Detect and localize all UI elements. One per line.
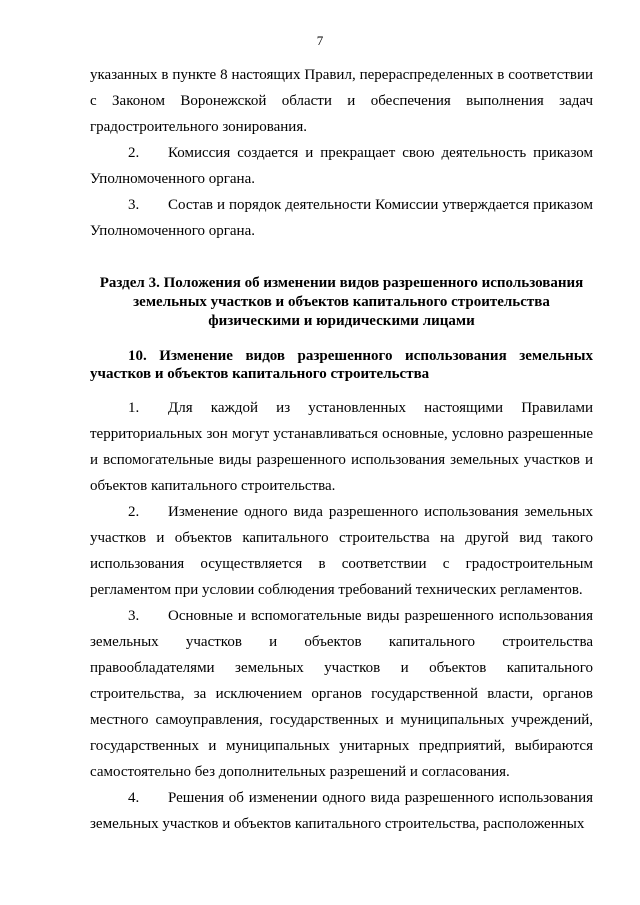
list-item bbox=[90, 192, 593, 244]
item-text: Основные и вспомогательные виды разрешенного использования земельных участков и объектов капитального строительства правообладателями земельных участков и объектов капитального строительства, за исключением органов государственной власти, органов местного самоуправления, государственных и муниципальных учреждений, государственных и муниципальных унитарных предприятий, выбираются самостоятельно без дополнительных разрешений и согласования. bbox=[90, 608, 593, 780]
article-heading: 10. Изменение видов разрешенного использования земельных участков и объектов капитального строительства bbox=[90, 348, 593, 382]
list-item bbox=[90, 603, 593, 785]
list-item bbox=[90, 395, 593, 499]
item-number: 2. bbox=[128, 504, 140, 520]
item-number: 3. bbox=[128, 197, 140, 213]
section-heading-line: земельных участков и объектов капитального строительства bbox=[133, 294, 550, 310]
item-text: Решения об изменении одного вида разрешенного использования земельных участков и объектов капитального строительства, расположенных bbox=[90, 790, 593, 832]
item-text: Для каждой из установленных настоящими Правилами территориальных зон могут устанавливаться основные, условно разрешенные и вспомогательные виды разрешенного использования земельных участков и объектов капитального строительства. bbox=[90, 400, 593, 494]
item-text: Изменение одного вида разрешенного использования земельных участков и объектов капитального строительства на другой вид такого использования осуществляется в соответствии с градостроительным регламентом при условии соблюдения требований технических регламентов. bbox=[90, 504, 593, 598]
top-paragraphs bbox=[90, 62, 593, 244]
item-text: Комиссия создается и прекращает свою деятельность приказом Уполномоченного органа. bbox=[90, 145, 593, 187]
list-item bbox=[90, 785, 593, 837]
section-heading bbox=[90, 274, 593, 331]
continuation-paragraph: указанных в пункте 8 настоящих Правил, перераспределенных в соответствии с Законом Воронежской области и обеспечения выполнения задач градостроительного зонирования. bbox=[90, 67, 593, 135]
list-item bbox=[90, 499, 593, 603]
item-number: 2. bbox=[128, 145, 140, 161]
item-text: Состав и порядок деятельности Комиссии утверждается приказом Уполномоченного органа. bbox=[90, 197, 593, 239]
article-paragraphs bbox=[90, 395, 593, 837]
page-number: 7 bbox=[316, 33, 324, 48]
list-item bbox=[90, 140, 593, 192]
item-number: 3. bbox=[128, 608, 140, 624]
item-number: 1. bbox=[128, 400, 140, 416]
section-heading-line: физическими и юридическими лицами bbox=[208, 313, 475, 329]
section-heading-line: Раздел 3. Положения об изменении видов разрешенного использования bbox=[99, 275, 584, 291]
item-number: 4. bbox=[128, 790, 140, 806]
